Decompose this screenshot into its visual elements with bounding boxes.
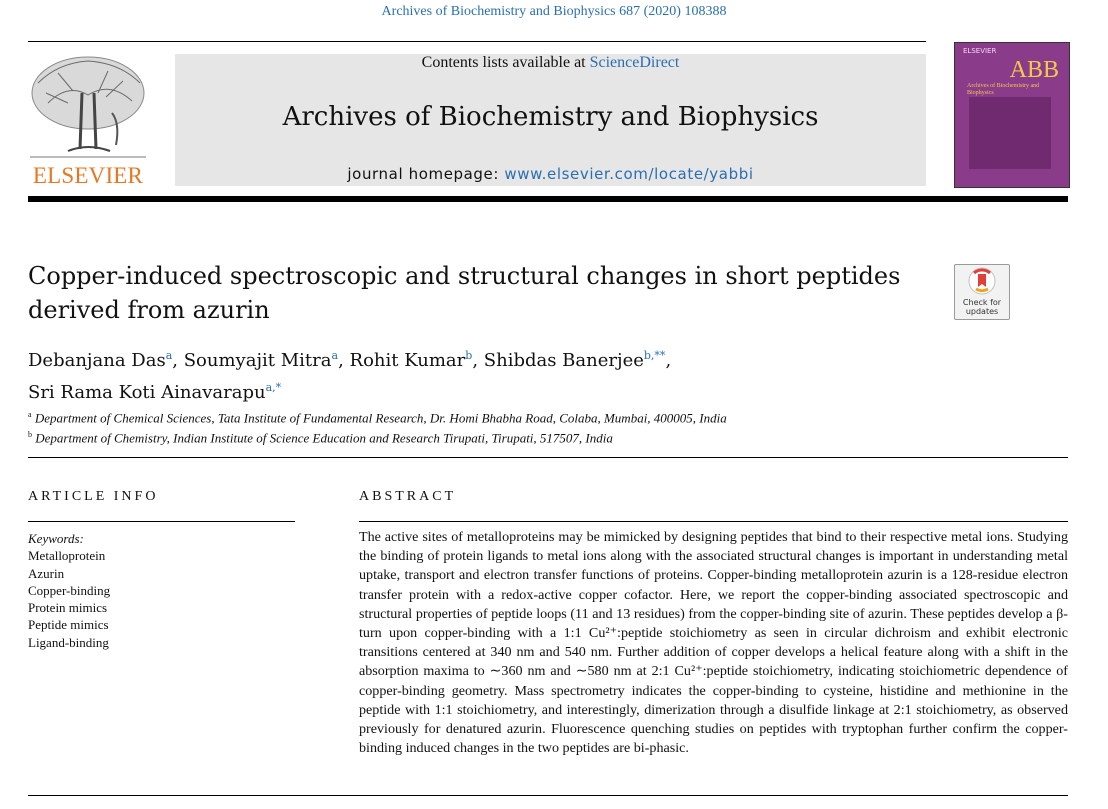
header-rule	[28, 41, 926, 42]
cover-graphic	[969, 97, 1051, 169]
journal-banner	[175, 54, 926, 186]
elsevier-logo[interactable]	[28, 53, 148, 187]
journal-cover-image[interactable]	[954, 42, 1070, 188]
author-name[interactable]: Rohit Kumar	[349, 350, 466, 371]
author-affiliation-mark[interactable]: a	[165, 349, 173, 362]
contents-prefix: Contents lists available at	[421, 54, 590, 71]
author-affiliation-mark[interactable]: b,**	[643, 349, 666, 362]
affiliation-list	[28, 406, 1068, 447]
affiliation-text: Department of Chemistry, Indian Institute of Science Education and Research Tirupati, Tirupati, 517507, India	[35, 430, 613, 446]
author-name[interactable]: Debanjana Das	[28, 350, 166, 371]
bookmark-icon	[955, 265, 1009, 299]
affiliation-mark: a	[28, 410, 32, 419]
affiliation-mark: b	[28, 430, 32, 440]
check-for-updates-label	[955, 298, 1009, 316]
author-affiliation-mark[interactable]: a,*	[265, 381, 282, 394]
header-thick-rule	[28, 196, 1068, 202]
author-name[interactable]: Soumyajit Mitra	[183, 350, 332, 371]
check-label-line2: updates	[965, 307, 999, 316]
keywords-list	[28, 530, 110, 651]
paper-title: Copper-induced spectroscopic and structural changes in short peptides derived from azurin	[28, 262, 901, 324]
contents-line	[175, 54, 926, 72]
cover-subtitle: Archives of Biochemistry and Biophysics	[967, 83, 1040, 96]
section-rule	[28, 457, 1068, 458]
abstract-heading: ABSTRACT	[359, 489, 457, 504]
elsevier-tree-icon	[28, 53, 148, 161]
article-info-rule	[28, 521, 295, 522]
keyword-item: Peptide mimics	[28, 617, 109, 633]
homepage-line	[175, 165, 926, 183]
journal-citation[interactable]: Archives of Biochemistry and Biophysics 687 (2020) 108388	[381, 4, 727, 19]
homepage-link[interactable]: www.elsevier.com/locate/yabbi	[504, 165, 754, 183]
cover-abbreviation: ABB	[1009, 57, 1059, 83]
keyword-item: Copper-binding	[28, 582, 111, 598]
author-separator: ,	[338, 350, 350, 371]
author-separator: ,	[472, 350, 484, 371]
abstract-text: The active sites of metalloproteins may be mimicked by designing peptides that bind to their respective metal ions. Studying the binding of protein ligands to metal ions along with the associated structural changes is important in understanding metal uptake, transport and electron transfer functions of proteins. Copper-binding metalloprotein azurin is a 128-residue electron transfer protein with a redox-active copper cofactor. Here, we report the copper-binding associated spectroscopic and structural properties of peptide loops (11 and 13 residues) from the copper-binding site of azurin. These peptides develop a β-turn upon copper-binding with a 1:1 Cu²⁺:peptide stoichiometry as seen in circular dichroism and exhibit electronic transitions centered at 340 nm and 540 nm. Further addition of copper develops a helical feature along with a shift in the absorption maxima to ∼360 nm and ∼580 nm at 2:1 Cu²⁺:peptide stoichiometry, indicating stoichiometric dependence of copper-binding geometry. Mass spectrometry indicates the copper-binding to cysteine, histidine and methionine in the peptide with 1:1 stoichiometry, and interestingly, dimerization through a disulfide linkage at 2:1 stoichiometry, as observed previously for denatured azurin. Fluorescence quenching studies on peptides with tryptophan further confirm the copper-binding induced changes in the two peptides are bi-phasic.	[359, 529, 1068, 757]
publisher-name: ELSEVIER	[32, 163, 144, 188]
author-list	[28, 342, 1028, 406]
check-label-line1: Check for	[962, 298, 1002, 307]
author-name[interactable]: Sri Rama Koti Ainavarapu	[28, 382, 266, 403]
footer-rule	[28, 795, 1068, 796]
affiliation-text: Department of Chemical Sciences, Tata Institute of Fundamental Research, Dr. Homi Bhabha Road, Colaba, Mumbai, 400005, India	[34, 410, 727, 426]
article-info-heading: ARTICLE INFO	[28, 489, 159, 504]
check-for-updates-button[interactable]	[954, 264, 1010, 320]
author-separator: ,	[172, 350, 184, 371]
keywords-label: Keywords:	[28, 531, 84, 546]
author-name[interactable]: Shibdas Banerjee	[483, 350, 644, 371]
journal-title: Archives of Biochemistry and Biophysics	[282, 102, 819, 132]
cover-publisher: ELSEVIER	[963, 47, 997, 55]
abstract-rule	[359, 521, 1068, 522]
sciencedirect-link[interactable]: ScienceDirect	[589, 54, 680, 71]
affiliation-item	[28, 426, 1068, 446]
author-separator: ,	[665, 350, 672, 371]
author-affiliation-mark[interactable]: a	[331, 349, 339, 362]
affiliation-item	[28, 406, 1068, 426]
homepage-prefix: journal homepage:	[347, 165, 505, 183]
keyword-item: Metalloprotein	[28, 548, 106, 564]
keyword-item: Protein mimics	[28, 600, 108, 616]
keyword-item: Ligand-binding	[28, 634, 109, 650]
keyword-item: Azurin	[28, 565, 65, 581]
author-affiliation-mark[interactable]: b	[465, 349, 473, 362]
